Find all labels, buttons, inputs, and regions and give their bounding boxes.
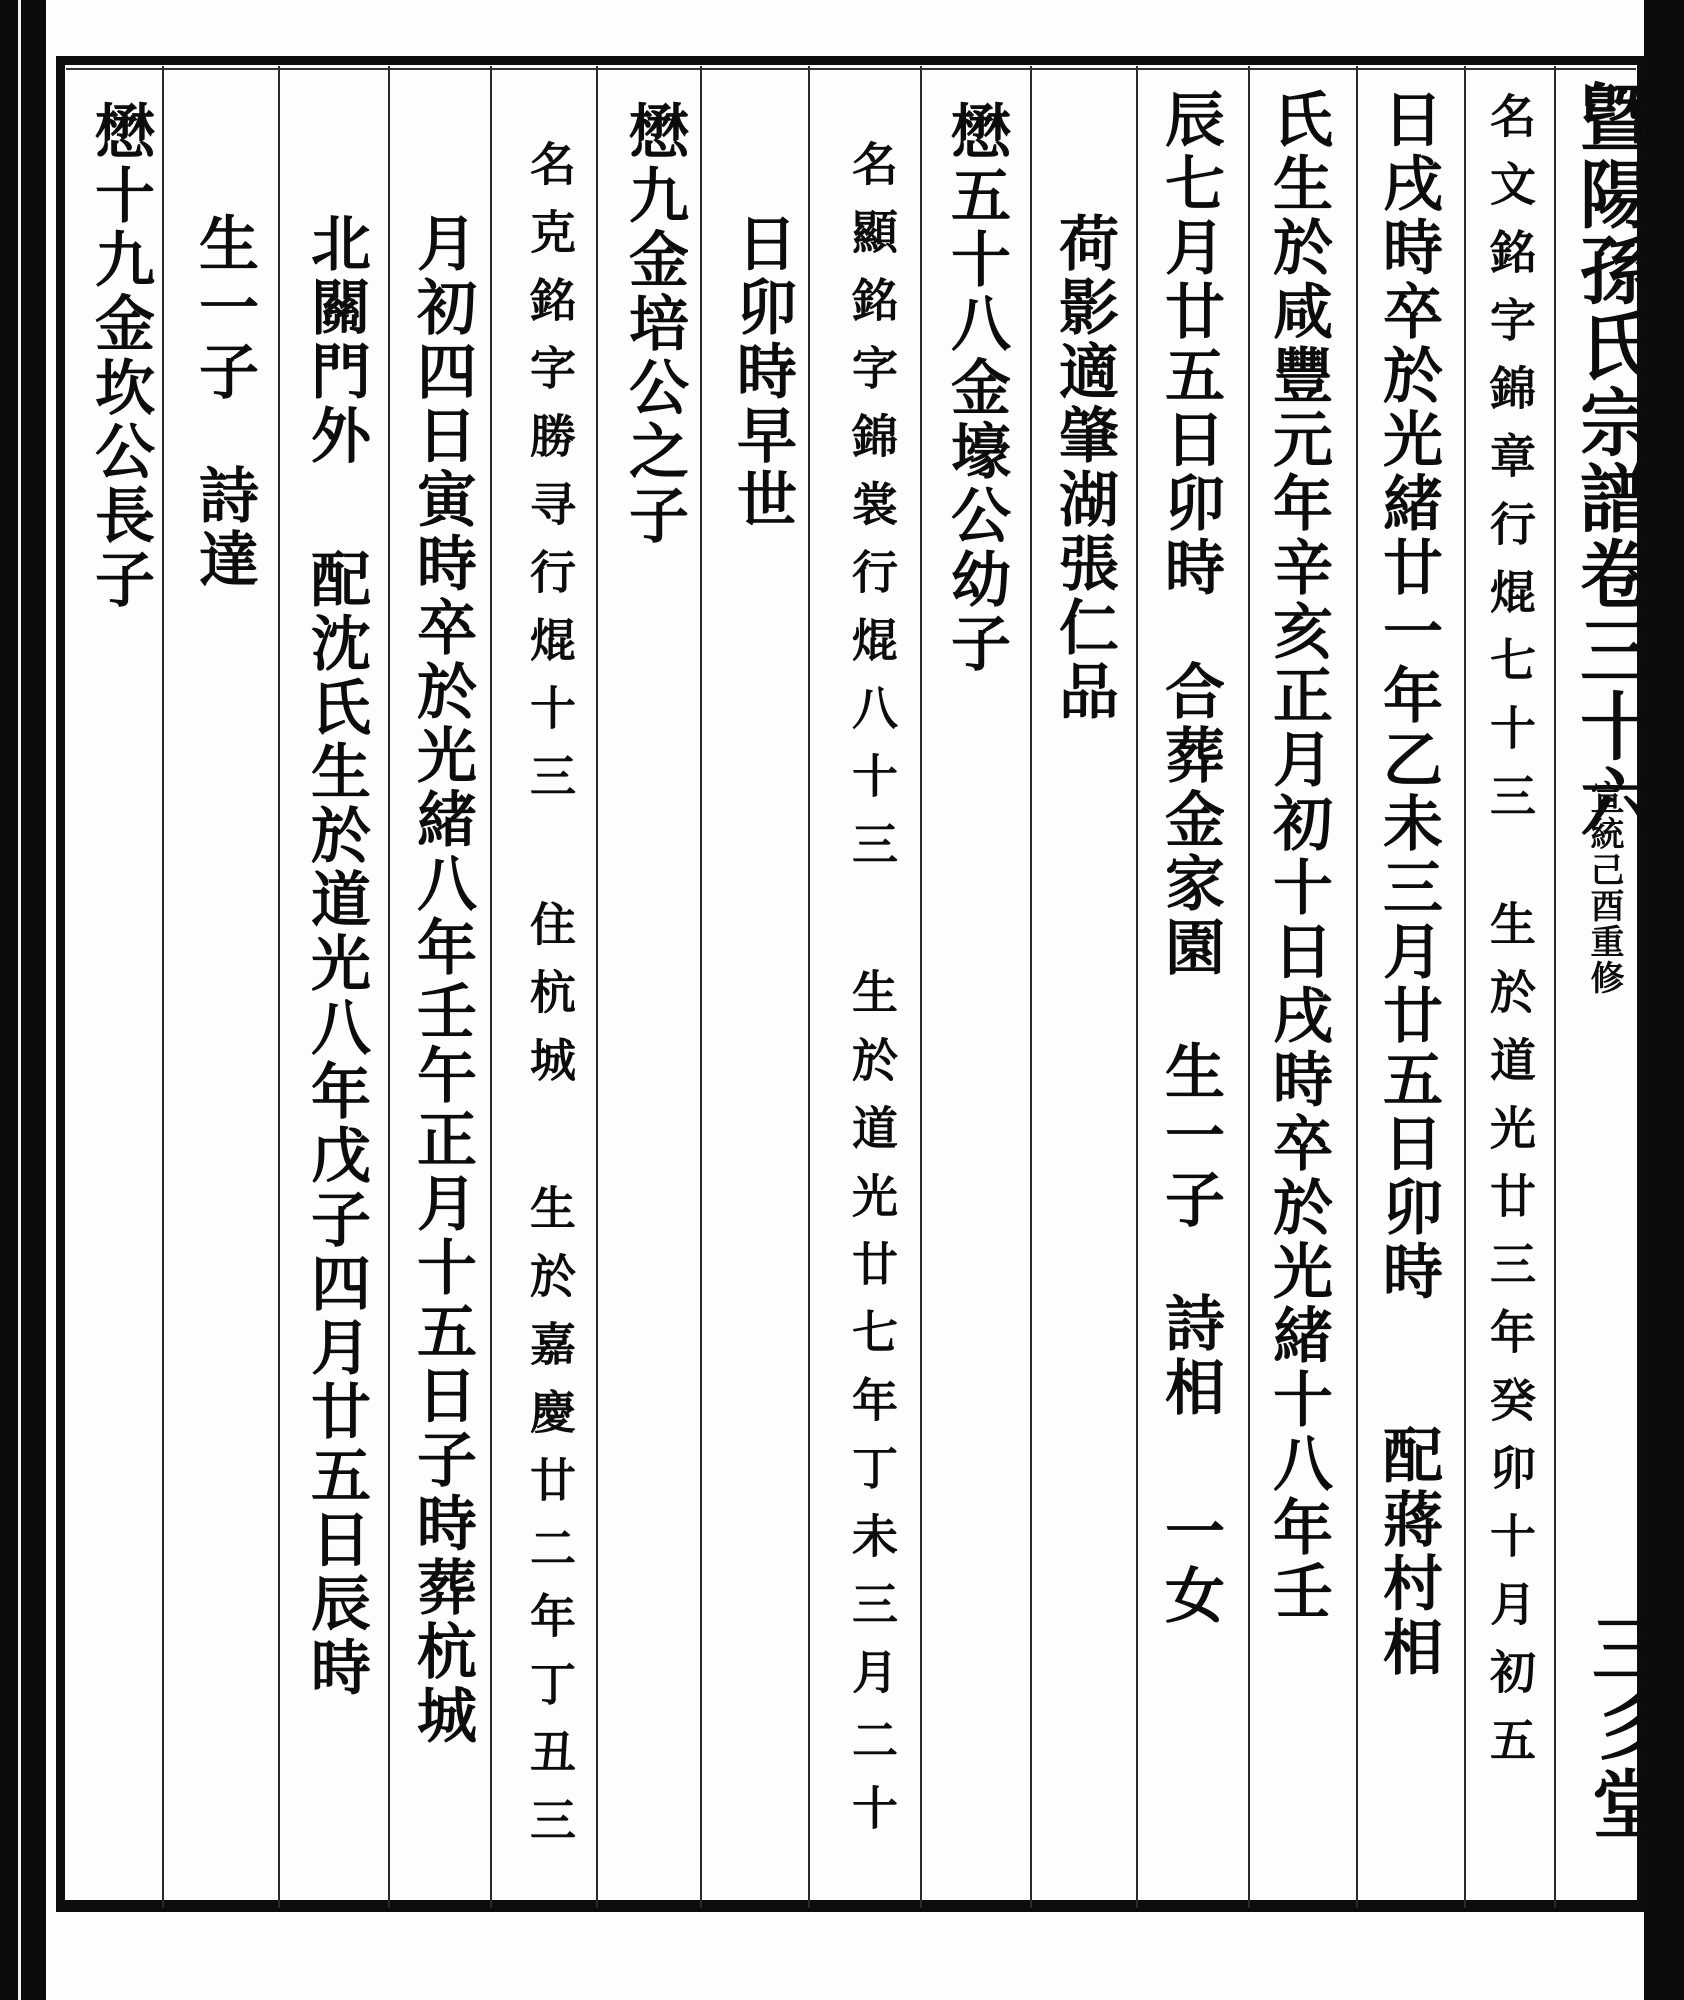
column-12-part-1: 北關門外 <box>301 212 371 468</box>
column-rule <box>1030 66 1032 1908</box>
edition-note: 宣統己酉重修 <box>1584 780 1624 996</box>
column-rule <box>1464 66 1466 1908</box>
page-edge-line <box>18 0 21 2000</box>
text-column-2 <box>1372 88 1444 1680</box>
column-rule <box>700 66 702 1908</box>
column-10-part-3: 生於嘉慶廿二年丁丑三 <box>523 1184 577 1864</box>
column-rule <box>1248 66 1250 1908</box>
column-rule <box>920 66 922 1908</box>
text-column-1 <box>1474 92 1546 1784</box>
column-13-part-2: 詩達 <box>189 464 259 592</box>
text-column-8 <box>726 212 798 532</box>
column-13-part-1: 生一子 <box>189 212 259 404</box>
column-2-part-1: 日戌時卒於光緒廿一年乙未三月廿五日卯時 <box>1373 88 1443 1304</box>
column-5-part-1: 荷影適肇湖張仁品 <box>1049 212 1119 724</box>
text-column-3 <box>1262 88 1334 1624</box>
column-3-part-1: 氏生於咸豐元年辛亥正月初十日戌時卒於光緒十八年壬 <box>1263 88 1333 1624</box>
column-rule <box>808 66 810 1908</box>
column-rule <box>162 66 164 1908</box>
column-1-part-1: 名文銘字錦章行焜七十三 <box>1483 92 1537 840</box>
column-4-part-1: 辰七月廿五日卯時 <box>1155 88 1225 600</box>
column-7-part-1: 名顯銘字錦裳行焜八十三 <box>845 140 899 888</box>
column-4-part-4: 詩相 <box>1155 1292 1225 1420</box>
text-column-4 <box>1154 88 1226 1628</box>
text-column-14 <box>84 100 156 612</box>
column-7-part-2: 生於道光廿七年丁未三月二十 <box>845 968 899 1852</box>
column-1-part-2: 生於道光廿三年癸卯十月初五 <box>1483 900 1537 1784</box>
column-4-part-2: 合葬金家園 <box>1155 660 1225 980</box>
column-rule <box>1136 66 1138 1908</box>
text-column-10 <box>514 140 586 1864</box>
genealogy-title: 曁陽孫氏宗譜卷三十六 <box>1568 80 1654 840</box>
frame-top-inner-rule <box>66 68 1636 70</box>
column-10-part-2: 住杭城 <box>523 900 577 1104</box>
page-edge-left <box>0 0 46 2000</box>
column-rule <box>1356 66 1358 1908</box>
column-10-part-1: 名克銘字勝寻行焜十三 <box>523 140 577 820</box>
column-rule <box>388 66 390 1908</box>
text-column-12 <box>300 212 372 1700</box>
text-column-5 <box>1048 212 1120 724</box>
hall-name: 三彡堂 <box>1580 1610 1666 1844</box>
column-6-part-1: 懋五十八金壕公幼子 <box>941 100 1011 676</box>
column-9-part-1: 懋九金培公之子 <box>619 100 689 548</box>
text-column-7 <box>836 140 908 1852</box>
column-rule <box>278 66 280 1908</box>
column-rule <box>1554 66 1556 1908</box>
text-column-13 <box>188 212 260 592</box>
column-14-part-1: 懋十九金坎公長子 <box>85 100 155 612</box>
text-column-6 <box>940 100 1012 676</box>
column-2-part-2: 配蔣村相 <box>1373 1424 1443 1680</box>
column-8-part-1: 日卯時早世 <box>727 212 797 532</box>
column-rule <box>596 66 598 1908</box>
column-4-part-5: 一女 <box>1155 1500 1225 1628</box>
column-rule <box>490 66 492 1908</box>
column-11-part-1: 月初四日寅時卒於光緒八年壬午正月十五日子時葬杭城 <box>407 212 477 1748</box>
column-12-part-2: 配沈氏生於道光八年戊子四月廿五日辰時 <box>301 548 371 1700</box>
column-4-part-3: 生一子 <box>1155 1040 1225 1232</box>
text-column-9 <box>618 100 690 548</box>
text-column-11 <box>406 212 478 1748</box>
